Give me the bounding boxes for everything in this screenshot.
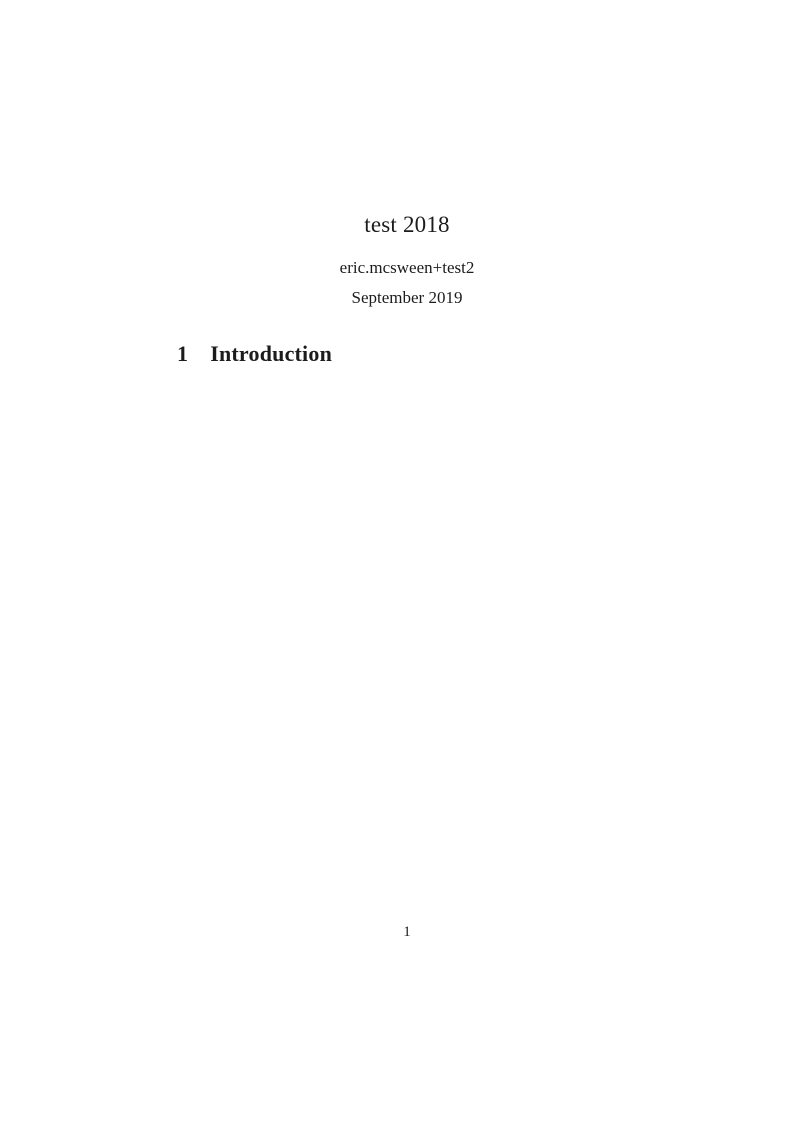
section-number: 1 [177,341,189,366]
document-date: September 2019 [351,288,463,307]
page-number: 1 [403,924,411,940]
section-heading [177,341,332,367]
document-title: test 2018 [364,212,450,237]
document-author: eric.mcsween+test2 [339,258,475,277]
section-title: Introduction [210,341,333,366]
